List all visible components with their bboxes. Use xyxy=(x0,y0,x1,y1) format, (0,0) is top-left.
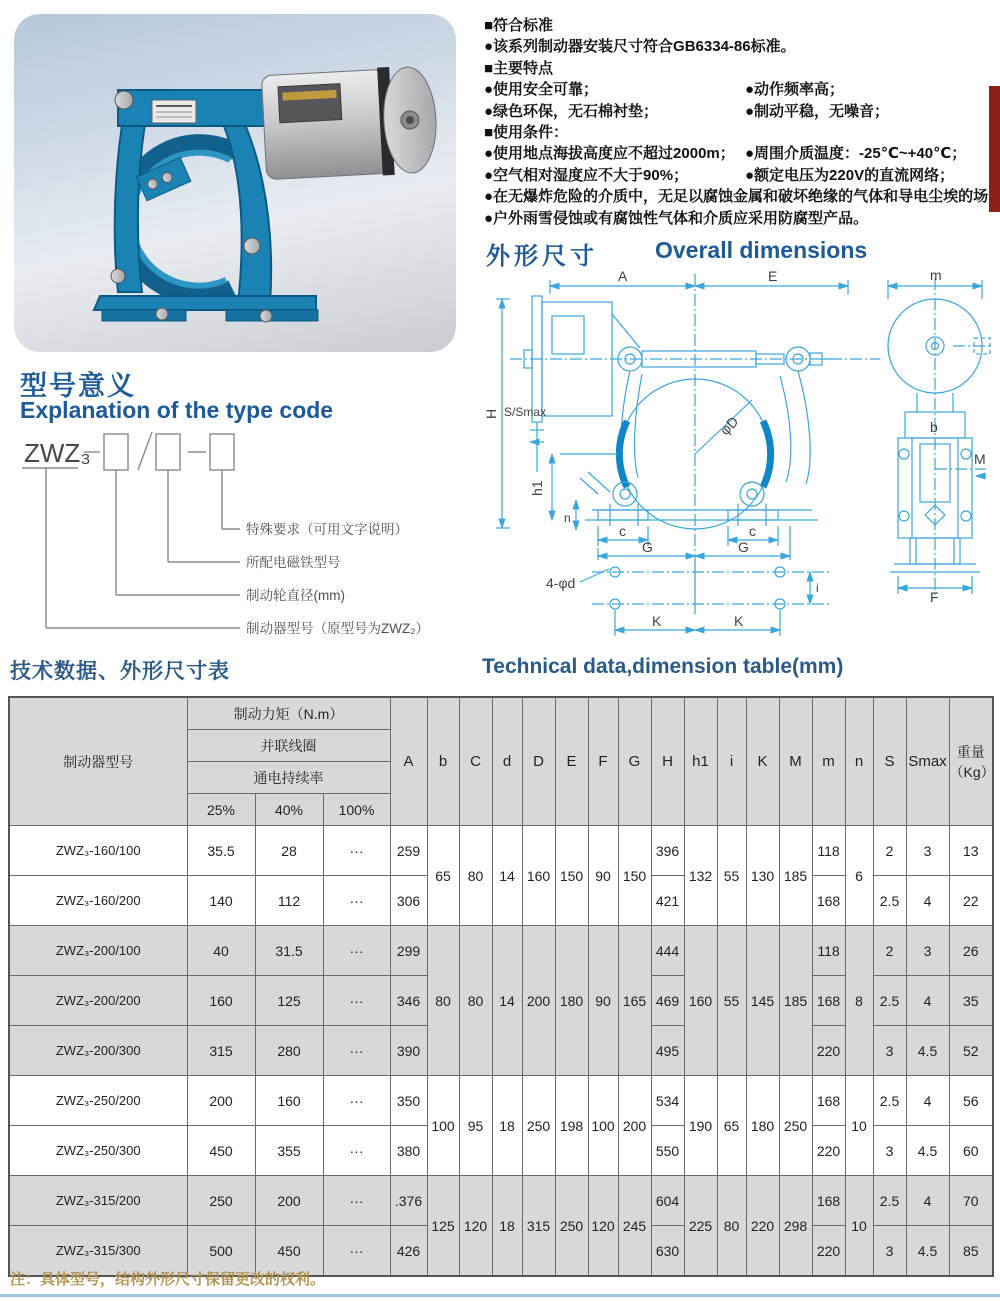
electromagnet xyxy=(261,65,438,182)
col-header-E: E xyxy=(555,697,588,826)
table-cell: 2.5 xyxy=(873,1176,906,1226)
table-cell: 280 xyxy=(255,1026,323,1076)
spec-text: ■符合标准 xyxy=(484,17,554,34)
table-cell: 259 xyxy=(390,826,427,876)
table-cell: 220 xyxy=(812,1026,845,1076)
table-cell: ··· xyxy=(323,976,390,1026)
spec-text: ●使用安全可靠； xyxy=(484,81,599,99)
spec-text: ●使用地点海拔高度应不超过2000m； xyxy=(484,145,735,163)
col-header-torque: 制动力矩（N.m） xyxy=(187,697,390,730)
table-cell: 390 xyxy=(390,1026,427,1076)
table-cell: 100 xyxy=(588,1076,618,1176)
dimensions-title-cn: 外形尺寸 xyxy=(486,243,598,270)
table-cell: 355 xyxy=(255,1126,323,1176)
table-cell: 200 xyxy=(522,926,555,1076)
dim-label-n: n xyxy=(564,511,571,525)
col-header-d: d xyxy=(492,697,522,826)
table-cell: 604 xyxy=(651,1176,684,1226)
pin-bolt xyxy=(260,310,272,322)
table-cell: 4 xyxy=(906,1176,949,1226)
table-cell: 500 xyxy=(187,1226,255,1277)
cell-model: ZWZ₃-160/100 xyxy=(9,826,187,876)
spec-line xyxy=(484,58,996,79)
pin-bolt xyxy=(244,238,260,254)
table-cell: 168 xyxy=(812,876,845,926)
table-cell: 120 xyxy=(459,1176,492,1277)
specs-block xyxy=(484,15,996,229)
table-cell: 469 xyxy=(651,976,684,1026)
table-cell: 2.5 xyxy=(873,976,906,1026)
table-cell: 534 xyxy=(651,1076,684,1126)
dim-label-K: K xyxy=(652,613,662,629)
table-cell: 180 xyxy=(555,926,588,1076)
col-header-weight: 重量（Kg） xyxy=(949,697,993,826)
page-edge-marker xyxy=(989,86,1000,212)
spec-line xyxy=(484,101,996,122)
table-cell: 180 xyxy=(746,1076,779,1176)
spec-text: ●户外雨雪侵蚀或有腐蚀性气体和介质应采用防腐型产品。 xyxy=(484,209,869,227)
table-cell: .376 xyxy=(390,1176,427,1226)
spec-text: ●在无爆炸危险的介质中，无足以腐蚀金属和破坏绝缘的气体和导电尘埃的场 xyxy=(484,188,989,206)
dimension-drawing xyxy=(480,264,996,652)
tech-table xyxy=(8,696,994,1277)
table-cell: 306 xyxy=(390,876,427,926)
dim-label-S: S/Smax xyxy=(504,405,547,419)
dim-label-G: G xyxy=(642,539,653,555)
table-cell: 220 xyxy=(812,1126,845,1176)
table-cell: 3 xyxy=(906,926,949,976)
cell-model: ZWZ₃-200/200 xyxy=(9,976,187,1026)
typecode-label: 制动轮直径(mm) xyxy=(246,588,345,603)
dim-label-phiD: φD xyxy=(716,413,742,439)
table-cell: 35.5 xyxy=(187,826,255,876)
spec-text: ■使用条件： xyxy=(484,124,569,142)
table-cell: 95 xyxy=(459,1076,492,1176)
col-header-duty-pct: 100% xyxy=(323,794,390,826)
table-cell: 200 xyxy=(255,1176,323,1226)
table-cell: 140 xyxy=(187,876,255,926)
table-cell: 2.5 xyxy=(873,876,906,926)
table-cell: 120 xyxy=(588,1176,618,1277)
table-cell: 118 xyxy=(812,926,845,976)
table-row xyxy=(9,926,993,976)
table-cell: 421 xyxy=(651,876,684,926)
typecode-title-en: Explanation of the type code xyxy=(20,397,334,423)
table-cell: 630 xyxy=(651,1226,684,1277)
table-cell: 444 xyxy=(651,926,684,976)
table-cell: 225 xyxy=(684,1176,717,1277)
table-cell: 396 xyxy=(651,826,684,876)
col-header-coil: 并联线圈 xyxy=(187,730,390,762)
table-cell: 80 xyxy=(717,1176,746,1277)
dim-label-h1: h1 xyxy=(529,480,545,496)
col-header-i: i xyxy=(717,697,746,826)
table-cell: 220 xyxy=(812,1226,845,1277)
col-header-K: K xyxy=(746,697,779,826)
spec-line xyxy=(484,143,996,164)
cell-model: ZWZ₃-250/300 xyxy=(9,1126,187,1176)
table-cell: 55 xyxy=(717,926,746,1076)
brake-illustration xyxy=(14,14,456,352)
table-cell: 450 xyxy=(187,1126,255,1176)
table-cell: 40 xyxy=(187,926,255,976)
col-header-G: G xyxy=(618,697,651,826)
spec-line xyxy=(484,15,996,36)
dim-label-m: m xyxy=(930,267,942,283)
table-cell: 550 xyxy=(651,1126,684,1176)
dim-label-E: E xyxy=(768,268,778,284)
table-cell: 112 xyxy=(255,876,323,926)
table-cell: 150 xyxy=(555,826,588,926)
table-cell: ··· xyxy=(323,1226,390,1277)
table-cell: 495 xyxy=(651,1026,684,1076)
table-cell: 346 xyxy=(390,976,427,1026)
table-cell: 18 xyxy=(492,1076,522,1176)
spec-line xyxy=(484,122,996,143)
table-cell: 118 xyxy=(812,826,845,876)
dim-label-G: G xyxy=(738,539,749,555)
table-cell: 100 xyxy=(427,1076,459,1176)
table-cell: 90 xyxy=(588,926,618,1076)
table-cell: 85 xyxy=(949,1226,993,1277)
table-cell: 4 xyxy=(906,1076,949,1126)
table-cell: 4 xyxy=(906,876,949,926)
table-cell: 250 xyxy=(555,1176,588,1277)
table-cell: 10 xyxy=(845,1076,873,1176)
pin-bolt xyxy=(156,308,168,320)
table-cell: 168 xyxy=(812,1076,845,1126)
brake-base xyxy=(94,296,316,310)
dim-label-c: c xyxy=(749,523,756,539)
table-cell: 2 xyxy=(873,926,906,976)
table-cell: 60 xyxy=(949,1126,993,1176)
table-cell: 65 xyxy=(427,826,459,926)
table-cell: 3 xyxy=(873,1126,906,1176)
spec-text: ●制动平稳，无噪音； xyxy=(745,102,890,120)
table-cell: 13 xyxy=(949,826,993,876)
col-header-n: n xyxy=(845,697,873,826)
table-cell: 2 xyxy=(873,826,906,876)
table-cell: 22 xyxy=(949,876,993,926)
table-cell: 198 xyxy=(555,1076,588,1176)
table-cell: 185 xyxy=(779,926,812,1076)
table-cell: 4.5 xyxy=(906,1126,949,1176)
cell-model: ZWZ₃-160/200 xyxy=(9,876,187,926)
typecode-label: 所配电磁铁型号 xyxy=(246,555,341,570)
table-cell: 250 xyxy=(779,1076,812,1176)
dim-label-b: b xyxy=(930,419,938,435)
col-header-duty-pct: 25% xyxy=(187,794,255,826)
table-cell: 80 xyxy=(427,926,459,1076)
col-header-b: b xyxy=(427,697,459,826)
table-cell: 168 xyxy=(812,976,845,1026)
table-cell: ··· xyxy=(323,1126,390,1176)
pin-bolt xyxy=(111,269,125,283)
typecode-title-cn: 型号意义 xyxy=(20,371,136,401)
table-cell: ··· xyxy=(323,1176,390,1226)
table-cell: ··· xyxy=(323,826,390,876)
table-cell: 65 xyxy=(717,1076,746,1176)
col-header-h1: h1 xyxy=(684,697,717,826)
typecode-label: 特殊要求（可用文字说明） xyxy=(246,522,408,537)
table-cell: 200 xyxy=(618,1076,651,1176)
table-row xyxy=(9,1176,993,1226)
table-title-en: Technical data,dimension table(mm) xyxy=(482,655,844,678)
magnet-window xyxy=(278,84,342,123)
dim-label-i: i xyxy=(816,581,819,595)
table-cell: ··· xyxy=(323,1026,390,1076)
table-cell: 250 xyxy=(522,1076,555,1176)
product-photo xyxy=(14,14,456,352)
table-cell: 14 xyxy=(492,826,522,926)
brake-foot xyxy=(102,310,186,321)
table-cell: 168 xyxy=(812,1176,845,1226)
footer-note: 注：具体型号，结构外形尺寸保留更改的权利。 xyxy=(10,1271,326,1288)
table-cell: 315 xyxy=(522,1176,555,1277)
table-cell: 380 xyxy=(390,1126,427,1176)
spec-text: ●额定电压为220V的直流网络； xyxy=(745,166,955,184)
table-cell: 3 xyxy=(873,1026,906,1076)
spec-line xyxy=(484,79,996,100)
table-cell: 4 xyxy=(906,976,949,1026)
table-cell: 298 xyxy=(779,1176,812,1277)
table-cell: 90 xyxy=(588,826,618,926)
col-header-S: S xyxy=(873,697,906,826)
table-cell: ··· xyxy=(323,1076,390,1126)
col-header-model: 制动器型号 xyxy=(9,697,187,826)
table-cell: 28 xyxy=(255,826,323,876)
table-cell: 185 xyxy=(779,826,812,926)
table-cell: 160 xyxy=(684,926,717,1076)
typecode-label: 制动器型号（原型号为ZWZ₂） xyxy=(246,621,429,636)
table-cell: 80 xyxy=(459,926,492,1076)
dim-label-A: A xyxy=(618,268,628,284)
table-cell: 6 xyxy=(845,826,873,926)
table-cell: 3 xyxy=(873,1226,906,1277)
spec-line xyxy=(484,165,996,186)
table-cell: 4.5 xyxy=(906,1026,949,1076)
table-cell: 426 xyxy=(390,1226,427,1277)
table-cell: 145 xyxy=(746,926,779,1076)
cell-model: ZWZ₃-200/100 xyxy=(9,926,187,976)
table-cell: 200 xyxy=(187,1076,255,1126)
table-cell: 160 xyxy=(187,976,255,1026)
spec-line xyxy=(484,36,996,57)
cell-model: ZWZ₃-315/200 xyxy=(9,1176,187,1226)
cell-model: ZWZ₃-250/200 xyxy=(9,1076,187,1126)
table-cell: 130 xyxy=(746,826,779,926)
spec-text: ●绿色环保，无石棉衬垫； xyxy=(484,102,659,120)
table-cell: 3 xyxy=(906,826,949,876)
table-cell: 315 xyxy=(187,1026,255,1076)
col-header-A: A xyxy=(390,697,427,826)
typecode-diagram xyxy=(16,426,466,642)
spec-text: ●空气相对湿度应不大于90%； xyxy=(484,166,689,184)
table-cell: 190 xyxy=(684,1076,717,1176)
table-cell: 125 xyxy=(427,1176,459,1277)
table-row xyxy=(9,1076,993,1126)
dim-label-F: F xyxy=(930,589,939,605)
table-cell: 70 xyxy=(949,1176,993,1226)
col-header-F: F xyxy=(588,697,618,826)
table-cell: ··· xyxy=(323,876,390,926)
spec-line xyxy=(484,208,996,229)
table-cell: 450 xyxy=(255,1226,323,1277)
table-cell: 160 xyxy=(522,826,555,926)
bottom-rule xyxy=(0,1294,1000,1297)
table-cell: 18 xyxy=(492,1176,522,1277)
col-header-D: D xyxy=(522,697,555,826)
table-cell: 31.5 xyxy=(255,926,323,976)
table-cell: 35 xyxy=(949,976,993,1026)
typecode-text: ZWZ₃ xyxy=(24,438,91,468)
col-header-duty-pct: 40% xyxy=(255,794,323,826)
table-cell: 132 xyxy=(684,826,717,926)
table-cell: 56 xyxy=(949,1076,993,1126)
table-cell: 52 xyxy=(949,1026,993,1076)
table-cell: 26 xyxy=(949,926,993,976)
table-cell: 4.5 xyxy=(906,1226,949,1277)
table-cell: 165 xyxy=(618,926,651,1076)
table-cell: 55 xyxy=(717,826,746,926)
dim-label-c: c xyxy=(619,523,626,539)
spec-text: ■主要特点 xyxy=(484,59,554,77)
col-header-C: C xyxy=(459,697,492,826)
table-cell: 299 xyxy=(390,926,427,976)
col-header-Smax: Smax xyxy=(906,697,949,826)
spec-text: ●周围介质温度：-25℃~+40℃； xyxy=(745,145,967,163)
dim-label-holes: 4-φd xyxy=(546,575,576,591)
table-cell: 125 xyxy=(255,976,323,1026)
cell-model: ZWZ₃-315/300 xyxy=(9,1226,187,1277)
spec-text: ●动作频率高； xyxy=(745,81,845,99)
col-header-M: M xyxy=(779,697,812,826)
dim-label-K: K xyxy=(734,613,744,629)
table-cell: 2.5 xyxy=(873,1076,906,1126)
col-header-duty: 通电持续率 xyxy=(187,762,390,794)
dimensions-title-en: Overall dimensions xyxy=(655,237,868,263)
table-cell: 160 xyxy=(255,1076,323,1126)
table-cell: 220 xyxy=(746,1176,779,1277)
spec-line xyxy=(484,186,996,207)
pin-bolt xyxy=(115,91,133,109)
table-wrapper xyxy=(8,696,994,1277)
table-row xyxy=(9,826,993,876)
table-cell: 8 xyxy=(845,926,873,1076)
table-cell: 80 xyxy=(459,826,492,926)
dim-label-H: H xyxy=(483,408,499,419)
table-cell: 350 xyxy=(390,1076,427,1126)
table-cell: 245 xyxy=(618,1176,651,1277)
col-header-m: m xyxy=(812,697,845,826)
table-cell: 250 xyxy=(187,1176,255,1226)
table-cell: 14 xyxy=(492,926,522,1076)
col-header-H: H xyxy=(651,697,684,826)
dim-label-M: M xyxy=(974,451,986,467)
spec-text: ●该系列制动器安装尺寸符合GB6334-86标准。 xyxy=(484,38,796,56)
table-cell: ··· xyxy=(323,926,390,976)
table-cell: 10 xyxy=(845,1176,873,1277)
cell-model: ZWZ₃-200/300 xyxy=(9,1026,187,1076)
table-title-cn: 技术数据、外形尺寸表 xyxy=(10,660,230,683)
table-cell: 150 xyxy=(618,826,651,926)
